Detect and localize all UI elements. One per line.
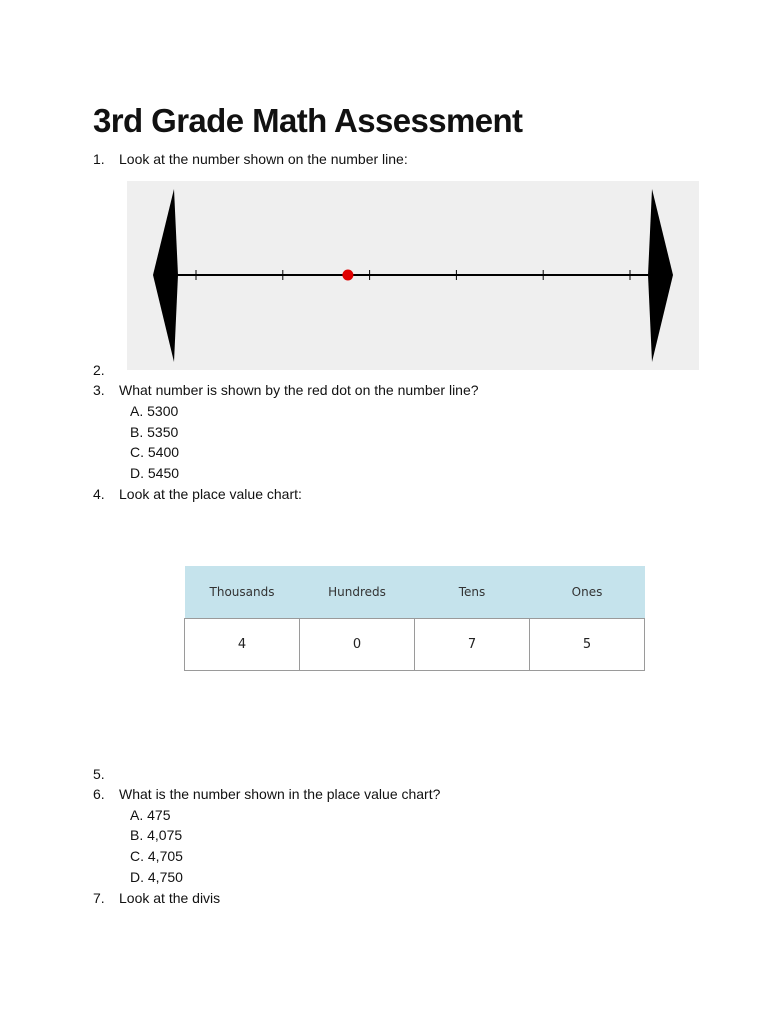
question-text: Look at the place value chart: xyxy=(119,486,302,502)
question-text: What number is shown by the red dot on the number line? xyxy=(119,382,479,398)
answer-option-c[interactable]: C. 4,705 xyxy=(130,848,183,864)
answer-option-a[interactable]: A. 475 xyxy=(130,807,171,823)
place-value-chart xyxy=(184,566,645,671)
item-number: 2. xyxy=(93,362,105,378)
answer-option-d[interactable]: D. 4,750 xyxy=(130,869,183,885)
answer-option-b[interactable]: B. 5350 xyxy=(130,424,179,440)
digit-tens: 7 xyxy=(415,619,530,671)
place-value-header-row xyxy=(185,566,645,619)
item-number: 4. xyxy=(93,486,105,502)
header-thousands: Thousands xyxy=(185,566,300,619)
item-number: 5. xyxy=(93,766,105,782)
question-text: What is the number shown in the place value chart? xyxy=(119,786,441,802)
digit-hundreds: 0 xyxy=(300,619,415,671)
digit-thousands: 4 xyxy=(185,619,300,671)
item-number: 7. xyxy=(93,890,105,906)
answer-option-d[interactable]: D. 5450 xyxy=(130,465,180,481)
place-value-digit-row xyxy=(185,619,645,671)
question-text: Look at the number shown on the number line: xyxy=(119,151,408,167)
place-value-table xyxy=(184,566,645,671)
item-number: 1. xyxy=(93,151,105,167)
page-title: 3rd Grade Math Assessment xyxy=(93,102,523,139)
item-number: 3. xyxy=(93,382,105,398)
header-ones: Ones xyxy=(530,566,645,619)
header-hundreds: Hundreds xyxy=(300,566,415,619)
answer-option-c[interactable]: C. 5400 xyxy=(130,444,180,460)
number-line xyxy=(127,181,699,370)
red-dot-marker xyxy=(342,270,353,281)
question-text: Look at the divis xyxy=(119,890,221,906)
digit-ones: 5 xyxy=(530,619,645,671)
item-number: 6. xyxy=(93,786,105,802)
answer-option-b[interactable]: B. 4,075 xyxy=(130,827,183,843)
number-line-figure xyxy=(127,181,699,370)
answer-option-a[interactable]: A. 5300 xyxy=(130,403,179,419)
header-tens: Tens xyxy=(415,566,530,619)
